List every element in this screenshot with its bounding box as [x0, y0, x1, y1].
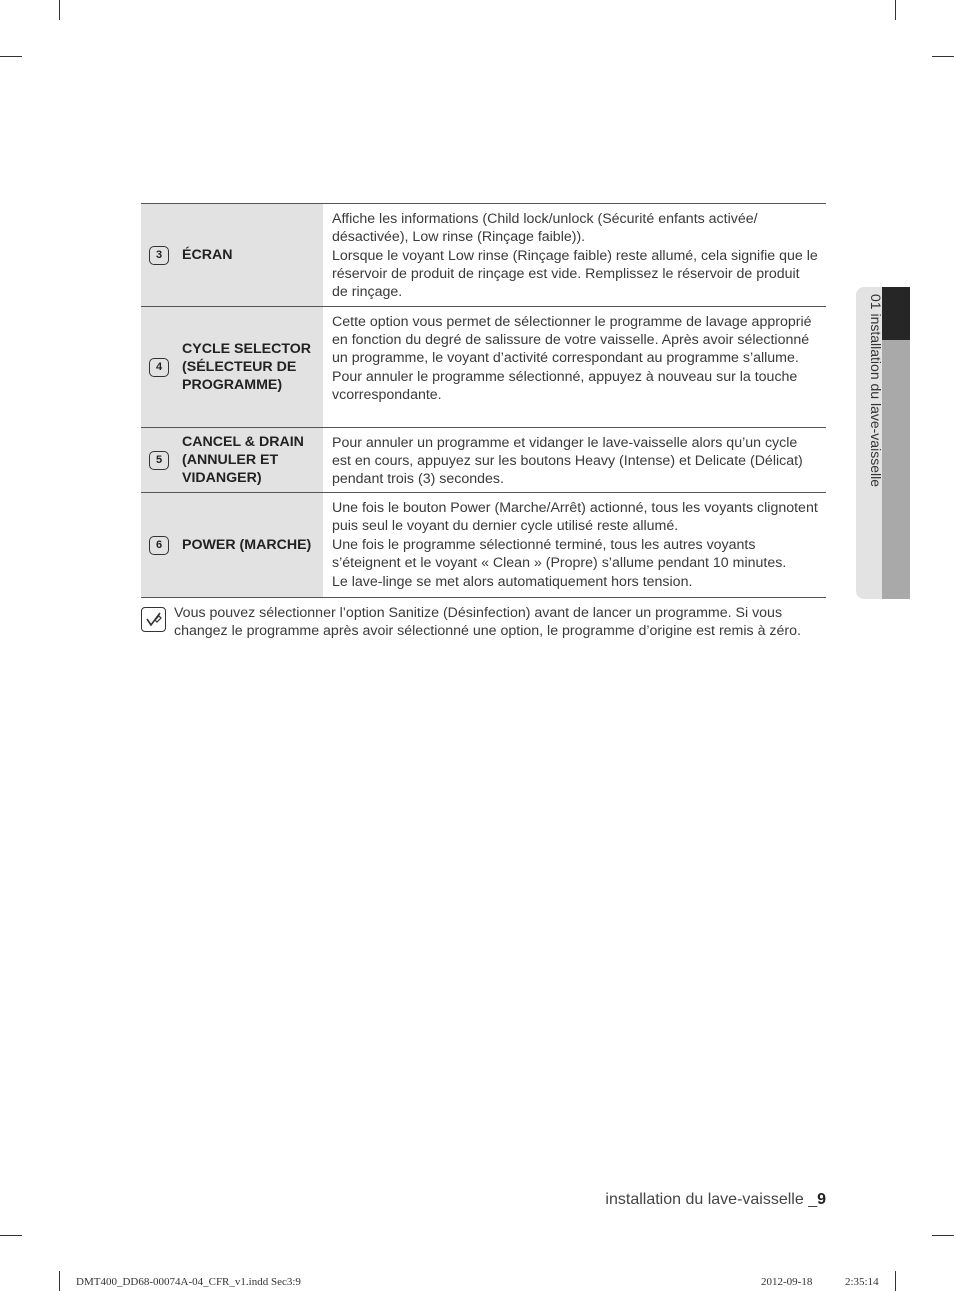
row-description: [323, 204, 826, 306]
chapter-label: 01 installation du lave-vaisselle: [868, 294, 884, 487]
note-text: Vous pouvez sélectionner l’option Sanitize (Désinfection) avant de lancer un programme. Si vous changez le programme après avoir sélectionné une option, le programme d’origine est remis à zéro.: [174, 605, 801, 639]
crop-mark: [895, 1271, 896, 1291]
row-label: CYCLE SELECTOR (SÉLECTEUR DE PROGRAMME): [182, 341, 312, 393]
note-block: [141, 604, 831, 640]
print-slug-file: DMT400_DD68-00074A-04_CFR_v1.indd Sec3:9: [76, 1276, 301, 1288]
footer-section-title: installation du lave-vaisselle _: [605, 1191, 818, 1208]
page-number: 9: [817, 1191, 826, 1208]
description-paragraph: Pour annuler un programme et vidanger le lave-vaisselle alors qu’un cycle est en cours, appuyez sur les boutons Heavy (Intense) et Delicate (Délicat) pendant trois (3) secondes.: [332, 435, 803, 487]
page-footer: [605, 1191, 826, 1209]
item-number-badge: 3: [149, 246, 169, 265]
crop-mark: [895, 0, 896, 20]
description-paragraph: Lorsque le voyant Low rinse (Rinçage faible) reste allumé, cela signifie que le réservoir de produit de rinçage est vide. Remplissez le réservoir de produit de rinçage.: [332, 248, 818, 300]
crop-mark: [932, 1235, 954, 1236]
crop-mark: [932, 56, 954, 57]
description-paragraph: Le lave-linge se met alors automatiquement hors tension.: [332, 574, 693, 590]
row-label: ÉCRAN: [182, 247, 233, 263]
print-slug-time: 2:35:14: [845, 1276, 879, 1288]
row-description: [323, 428, 826, 492]
table-row: [141, 204, 826, 307]
crop-mark: [59, 0, 60, 20]
table-row: [141, 307, 826, 428]
control-panel-table: [141, 203, 826, 598]
item-number-badge: 6: [149, 536, 169, 555]
description-paragraph: Une fois le programme sélectionné terminé, tous les autres voyants s’éteignent et le voyant « Clean » (Propre) s’allume pendant 10 minutes.: [332, 537, 787, 571]
item-number-badge: 5: [149, 451, 169, 470]
description-paragraph: Cette option vous permet de sélectionner le programme de lavage approprié en fonction du degré de salissure de votre vaisselle. Après avoir sélectionné un programme, le voyant d’activité correspondant au programme s’allume.: [332, 314, 812, 366]
table-row: [141, 428, 826, 493]
description-paragraph: Une fois le bouton Power (Marche/Arrêt) actionné, tous les voyants clignotent puis seul le voyant du dernier cycle utilisé reste allumé.: [332, 500, 818, 534]
row-label-cell: [141, 307, 323, 427]
row-label: CANCEL & DRAIN (ANNULER ET VIDANGER): [182, 434, 304, 486]
item-number-badge: 4: [149, 358, 169, 377]
crop-mark: [59, 1271, 60, 1291]
chapter-marker: [882, 287, 910, 340]
print-slug-date: 2012-09-18: [761, 1276, 813, 1288]
table-row: [141, 493, 826, 598]
row-label-cell: [141, 428, 323, 492]
row-label: POWER (MARCHE): [182, 537, 312, 553]
chapter-strip: [882, 340, 910, 599]
row-label-cell: [141, 204, 323, 306]
crop-mark: [0, 56, 22, 57]
row-description: [323, 493, 826, 597]
row-description: [323, 307, 826, 427]
row-label-cell: [141, 493, 323, 597]
description-paragraph: Affiche les informations (Child lock/unlock (Sécurité enfants activée/ désactivée), Low rinse (Rinçage faible)).: [332, 211, 758, 245]
crop-mark: [0, 1235, 22, 1236]
note-pencil-icon: [141, 607, 166, 632]
description-paragraph: Pour annuler le programme sélectionné, appuyez à nouveau sur la touche vcorrespondante.: [332, 369, 798, 403]
